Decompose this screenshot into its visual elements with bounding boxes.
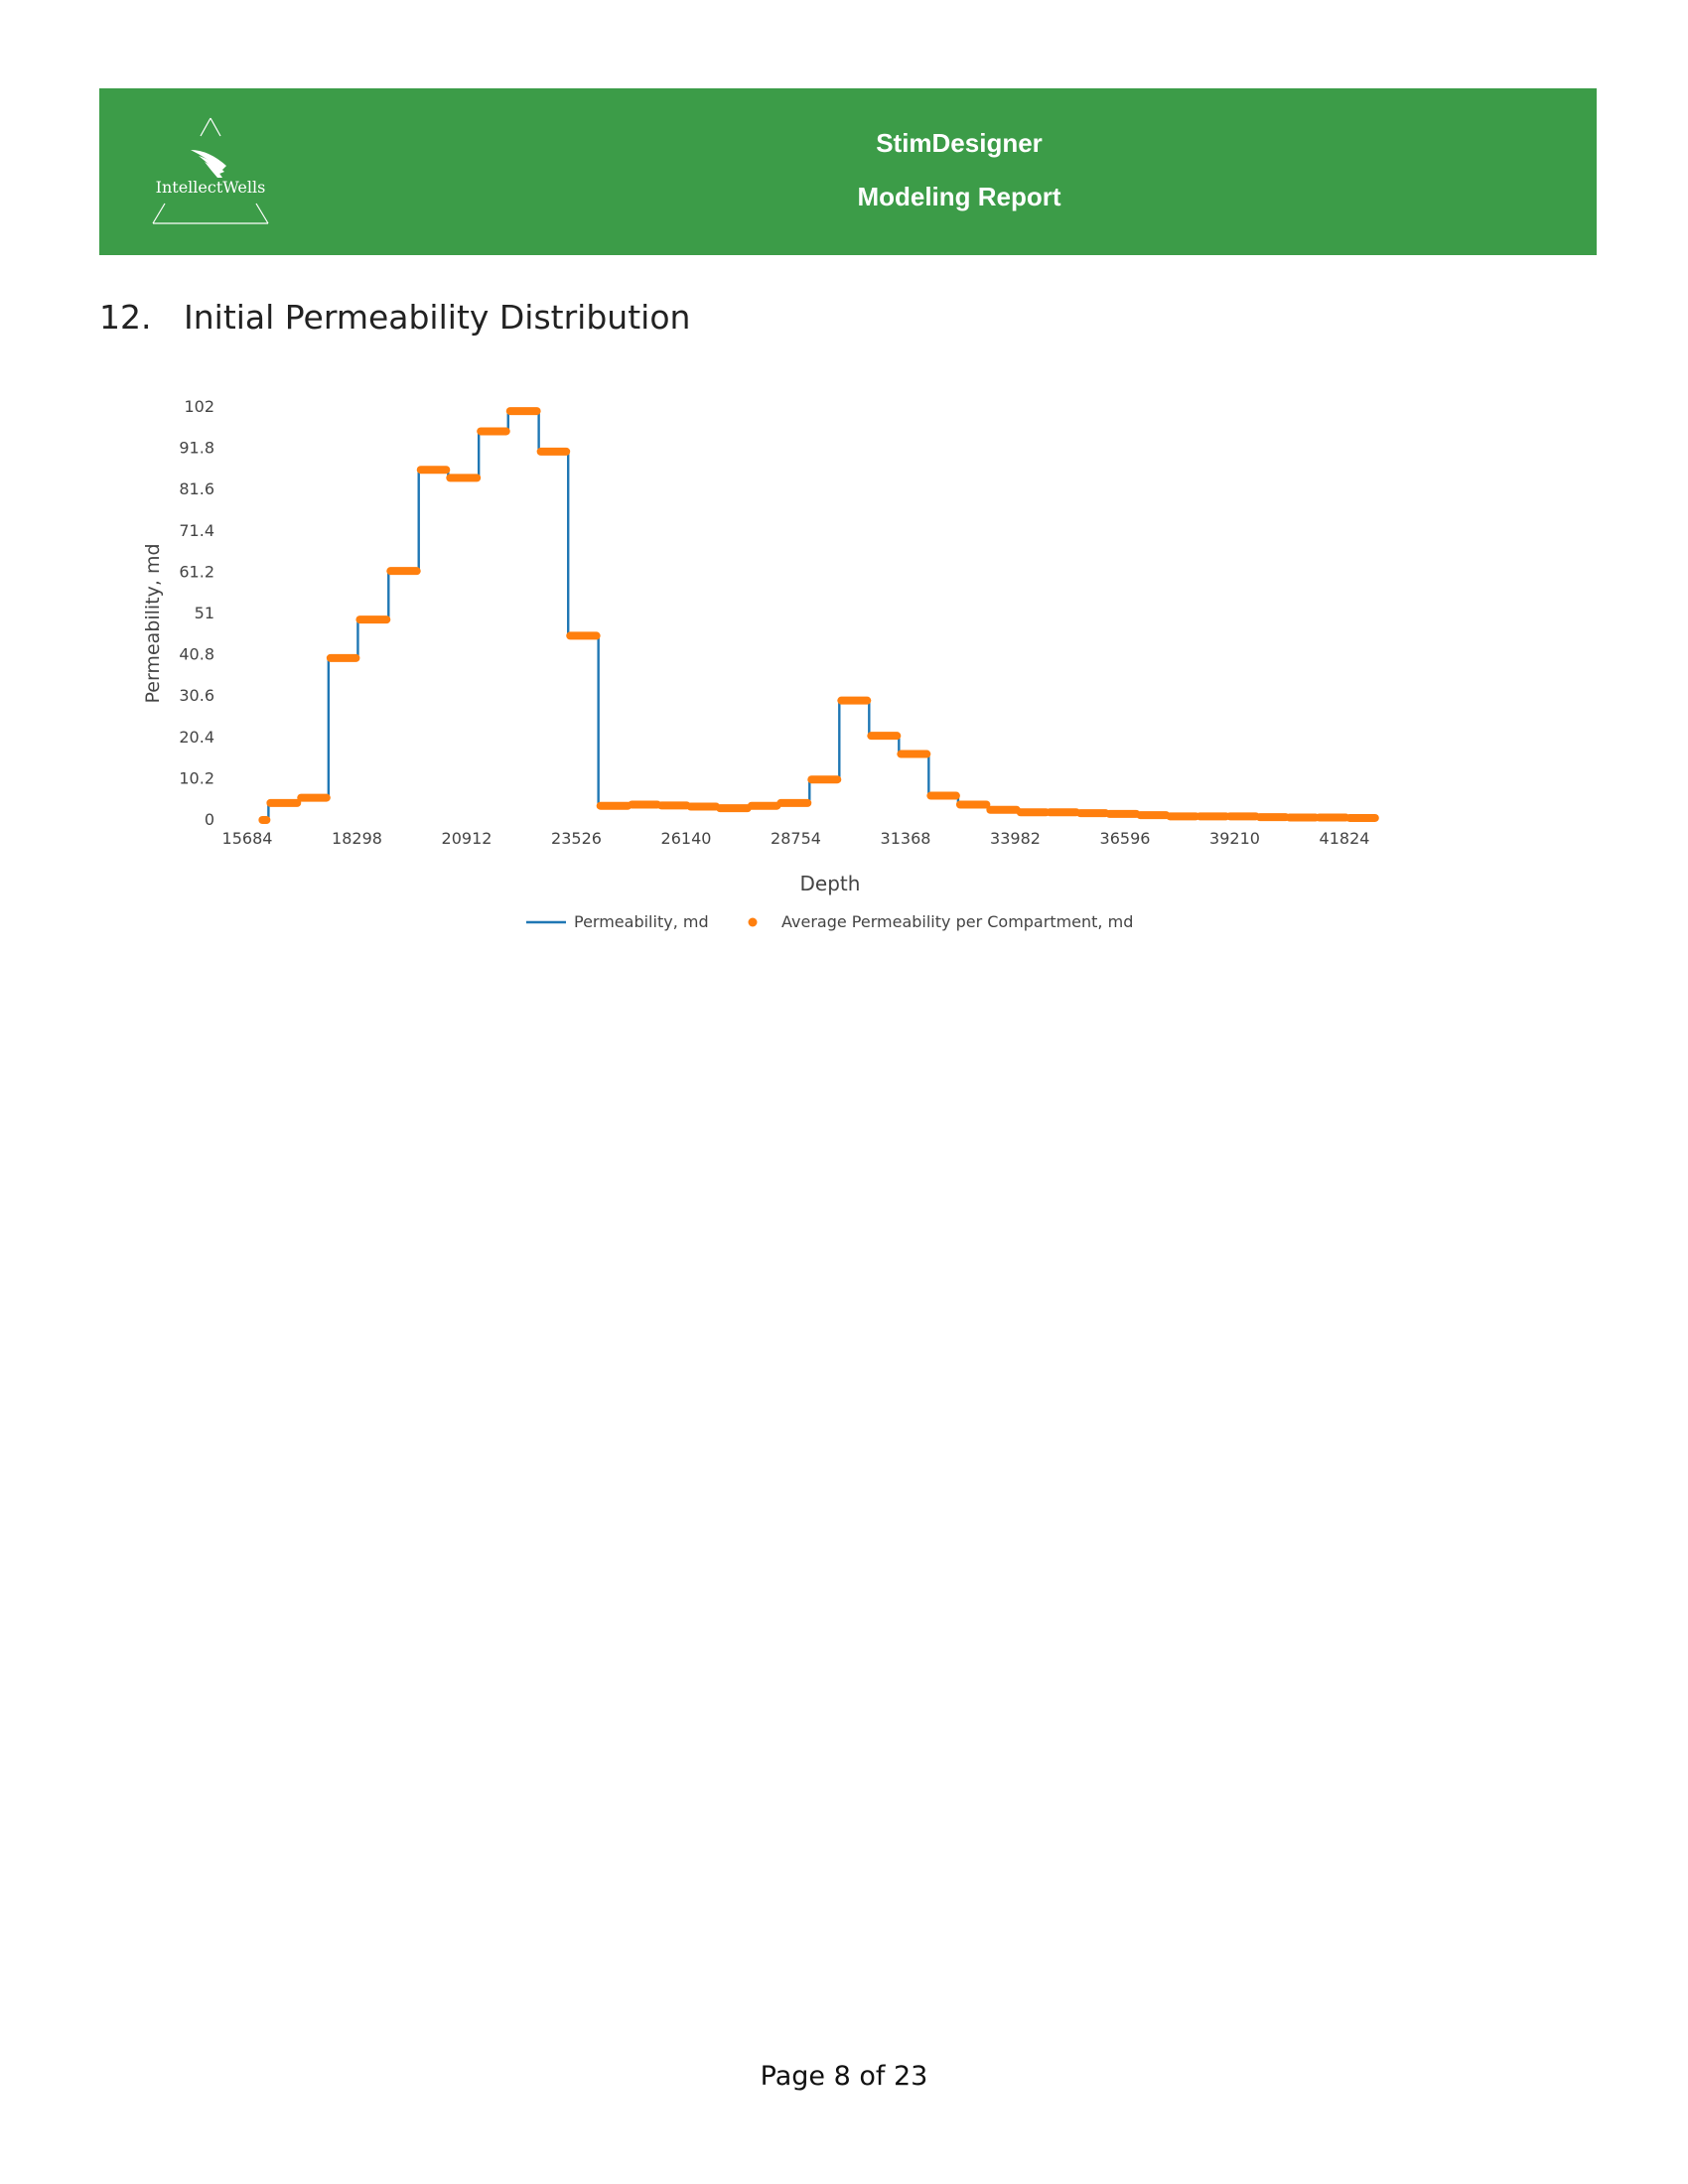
logo-wordmark: IntellectWells [155,178,266,197]
x-tick-label: 23526 [551,829,602,848]
x-tick-label: 39210 [1209,829,1260,848]
y-tick-label: 51 [194,604,214,622]
x-tick-label: 33982 [990,829,1041,848]
legend-label-permeability: Permeability, md [574,912,709,931]
y-tick-label: 40.8 [179,644,214,664]
x-tick-label: 20912 [441,829,492,848]
x-tick-label: 26140 [660,829,712,848]
x-tick-label: 36596 [1099,829,1151,848]
y-tick-label: 102 [184,397,214,416]
legend-marker-swatch [749,918,758,927]
y-tick-label: 10.2 [179,768,214,788]
x-tick-label: 18298 [332,829,382,848]
x-axis-title: Depth [799,872,861,895]
y-tick-label: 30.6 [179,686,214,706]
y-tick-label: 0 [204,810,214,829]
y-tick-label: 71.4 [179,520,214,540]
section-heading [99,298,690,337]
company-logo [99,88,322,255]
report-header [99,88,1597,255]
y-tick-label: 81.6 [179,479,214,499]
x-tick-label: 31368 [880,829,931,848]
legend-label-average: Average Permeability per Compartment, md [781,912,1134,931]
section-title: Initial Permeability Distribution [184,298,691,337]
x-tick-label: 15684 [221,829,273,848]
y-tick-label: 61.2 [179,562,214,582]
y-axis-title: Permeability, md [142,543,164,704]
permeability-chart [129,387,1420,963]
y-tick-label: 20.4 [179,727,214,747]
page-number: Page 8 of 23 [760,2061,928,2092]
logo-mark-icon [99,88,322,255]
app-title: StimDesigner [876,128,1043,158]
section-number: 12. [99,298,152,337]
x-tick-label: 28754 [771,829,821,848]
y-tick-label: 91.8 [179,438,214,458]
report-subtitle: Modeling Report [857,182,1061,211]
x-tick-label: 41824 [1319,829,1370,848]
